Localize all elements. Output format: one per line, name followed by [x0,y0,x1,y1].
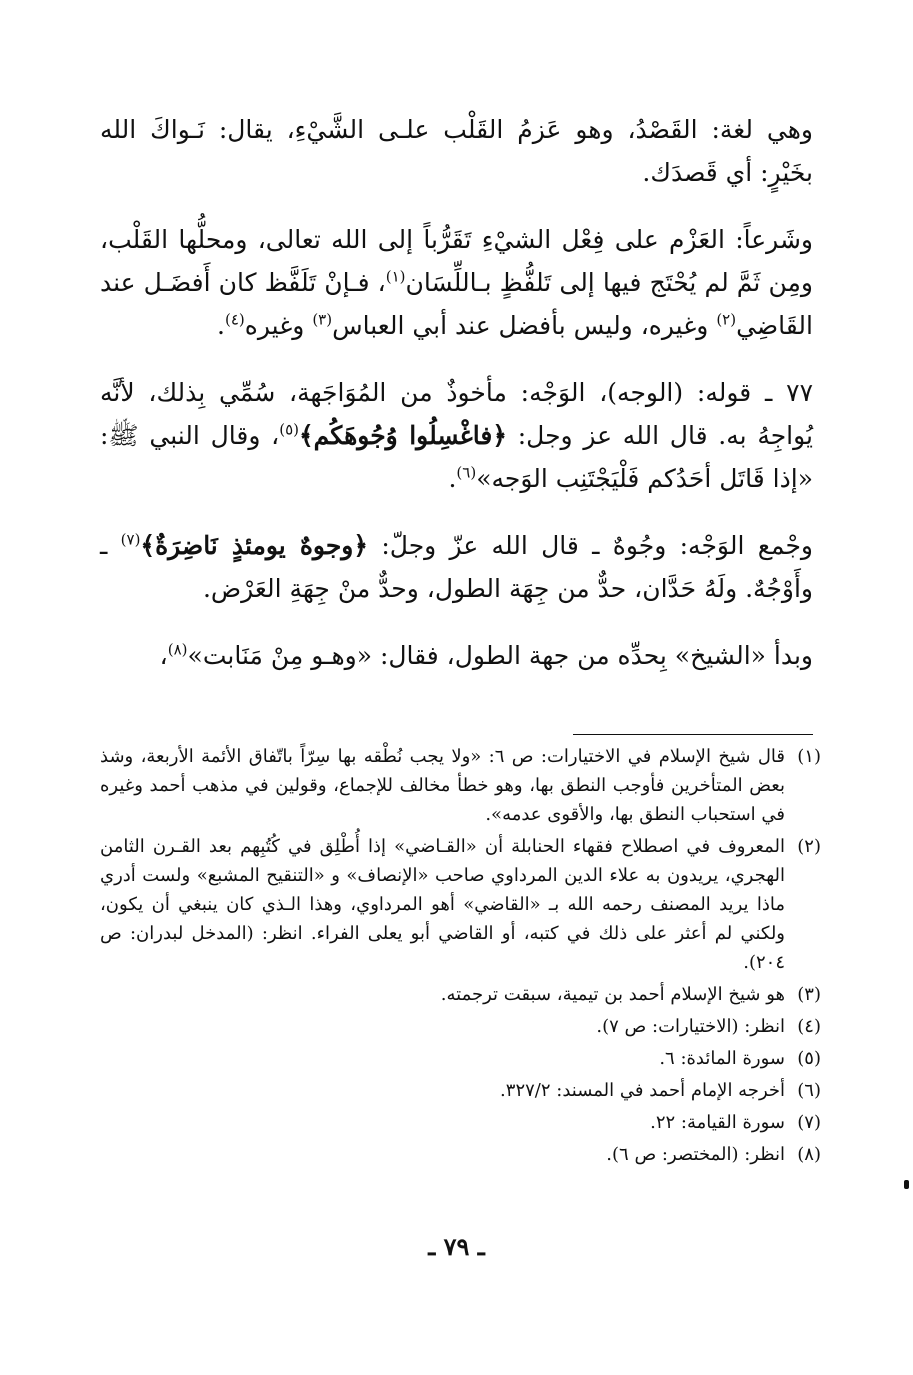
paragraph-text: ، فـإنْ تَلَفَّظ كان أَفضَـل عند القَاضِي [100,268,813,340]
footnote-ref-4: (٤) [225,310,245,329]
footnote-number: (٨) [797,1144,821,1165]
paragraph-text: ، [159,641,168,670]
quran-quote: ﴿فاغْسِلُوا وُجُوهَكُم﴾ [299,421,507,450]
footnote-text: انظر: (المختصر: ص ٦). [606,1144,785,1165]
paragraph-linguistic-definition [100,108,813,194]
footnote-text: سورة المائدة: ٦. [659,1048,785,1069]
footnote-ref-6: (٦) [456,463,477,482]
paragraph-text: وغيره، وليس بأفضل عند أبي العباس [332,311,717,340]
footnote-ref-8: (٨) [167,640,188,659]
footnote-text: هو شيخ الإسلام أحمد بن تيمية، سبقت ترجمته. [440,984,785,1005]
paragraph-face [100,371,813,500]
paragraph-text: ـ وأَوْجُهٌ. ولَهُ حَدَّان، حدٌّ من جِهَة الطول، وحدٌّ منْ جِهَةِ العَرْض. [100,531,813,603]
footnote-text: أخرجه الإمام أحمد في المسند: ٣٢٧/٢. [500,1080,785,1101]
footnote-ref-3: (٣) [312,310,333,329]
scan-mark [904,1180,909,1189]
main-text [100,108,813,691]
footnote-ref-5: (٥) [279,420,300,439]
footnote-number: (٢) [797,836,821,857]
paragraph-sheikh [100,634,813,677]
footnote-item [100,980,821,1009]
footnote-item [100,1140,821,1169]
footnote-text: المعروف في اصطلاح فقهاء الحنابلة أن «القـاضي» إذا أُطْلِق في كُتُبِهم بعد القـرن الثامن الهجري، يريدون به علاء الدين المرداوي صاحب «الإنصاف» و «التنقيح المشبع» ولست أدري ماذا يريد المصنف رحمه الله بـ «القاضي» أهو المرداوي، وهذا الـذي كان ينبغي أن يكون، ولكني لم أعثر على ذلك في كتبه، أو القاضي أبو يعلى الفراء. انظر: (المدخل لبدران: ص ٢٠٤). [100,836,785,973]
footnote-divider [573,734,813,735]
paragraph-text: ٧٧ ـ قوله: (الوجه)، الوَجْه: مأخوذٌ من المُوَاجَهة، سُمِّي بِذلك، لأنَّه يُواجِهُ به. قال الله عز وجل: [100,378,814,450]
paragraph-text: وغيره [244,311,313,340]
footnote-text: انظر: (الاختيارات: ص ٧). [596,1016,785,1037]
footnote-item [100,1076,821,1105]
footnote-ref-1: (١) [385,267,406,286]
paragraph-text: . [448,464,457,493]
footnote-text: قال شيخ الإسلام في الاختيارات: ص ٦: «ولا يجب نُطْقه بها سِرّاً باتّفاق الأئمة الأربعة، وشذ بعض المتأخرين فأوجب النطق بها، وهو خطأ مخالف للإجماع، وقولين في مذهب أحمد وغيره في استحباب النطق بها، والأقوى عدمه». [100,746,785,825]
footnote-number: (٧) [797,1112,821,1133]
footnote-number: (٥) [797,1048,821,1069]
footnote-item [100,1012,821,1041]
footnote-item [100,742,821,829]
paragraph-legal-definition [100,218,813,347]
footnote-item [100,1108,821,1137]
paragraph-text: وبدأ «الشيخ» بِحدِّه من جهة الطول، فقال: «وهـو مِنْ مَنَابت» [187,641,813,670]
footnote-number: (٦) [797,1080,821,1101]
footnotes [100,742,821,1172]
quran-quote: ﴿وجوهٌ يومئذٍ نَاضِرَةٌ﴾ [140,531,369,560]
paragraph-text: وجْمع الوَجْه: وجُوهٌ ـ قال الله عزّ وجلّ: [368,531,813,560]
paragraph-text: وشَرعاً: العَزْم على فِعْل الشيْءِ تَقَرُّباً إلى الله تعالى، ومحلُّها القَلْب، ومِن ثَمَّ لم يُحْتَج فيها إلى تَلفُّظٍ بـاللِّسَان [100,225,813,297]
footnote-number: (١) [797,746,821,767]
footnote-item [100,832,821,977]
paragraph-text: ، وقال النبي ﷺ: «إذا قَاتَل أحَدُكم فَلْيَجْتَنِب الوَجه» [100,421,813,493]
footnote-number: (٤) [797,1016,821,1037]
paragraph-text: . [217,311,225,340]
footnote-item [100,1044,821,1073]
paragraph-text: وهي لغة: القَصْدُ، وهو عَزمُ القَلْب علـى الشَّيْءِ، يقال: نَـواكَ الله بخَيْرٍ: أي قَصدَك. [100,115,813,187]
footnote-number: (٣) [797,984,821,1005]
footnote-ref-7: (٧) [120,530,141,549]
footnote-ref-2: (٢) [716,310,737,329]
page-number: ـ ٧٩ ـ [428,1232,485,1261]
paragraph-plural [100,524,813,610]
footnote-text: سورة القيامة: ٢٢. [650,1112,785,1133]
